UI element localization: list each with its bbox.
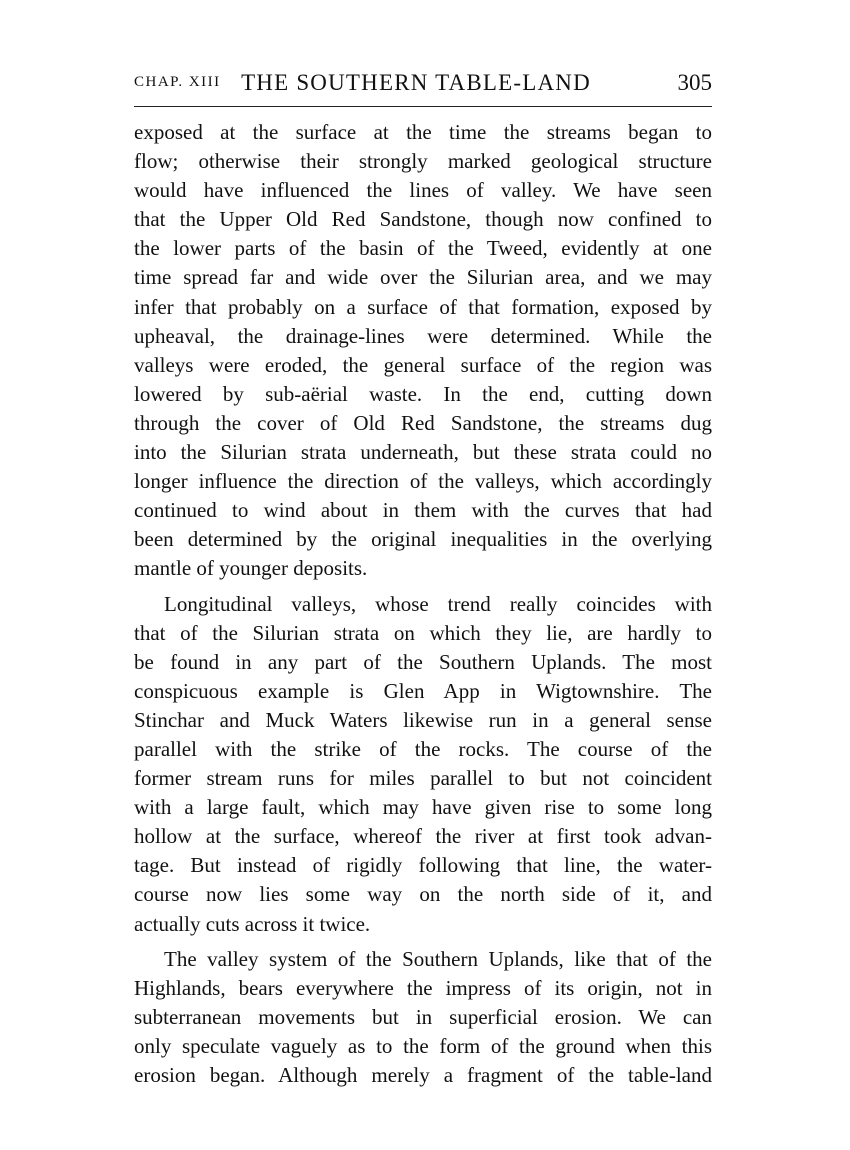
paragraph xyxy=(134,945,712,1090)
text-line: subterranean movements but in superficial erosion. We can xyxy=(134,1004,712,1029)
text-line: Stinchar and Muck Waters likewise run in a general sense xyxy=(134,707,712,732)
text-line: parallel with the strike of the rocks. The course of the xyxy=(134,736,712,761)
paragraph xyxy=(134,118,712,584)
text-line: actually cuts across it twice. xyxy=(134,911,371,936)
text-line: tage. But instead of rigidly following that line, the water- xyxy=(134,853,712,878)
text-line: would have influenced the lines of valley. We have seen xyxy=(134,178,712,203)
running-header xyxy=(120,62,712,102)
text-line: be found in any part of the Southern Uplands. The most xyxy=(134,649,712,674)
chapter-label: CHAP. XIII xyxy=(134,74,221,90)
text-line: exposed at the surface at the time the streams began to xyxy=(134,120,712,144)
text-line: Highlands, bears everywhere the impress of its origin, not in xyxy=(134,975,712,1000)
text-line: flow; otherwise their strongly marked geological structure xyxy=(134,149,712,174)
text-line: continued to wind about in them with the curves that had xyxy=(134,498,712,523)
text-line: course now lies some way on the north side of it, and xyxy=(134,882,712,907)
text-line: valleys were eroded, the general surface of the region was xyxy=(134,352,712,377)
text-line: been determined by the original inequalities in the overlying xyxy=(134,527,712,552)
text-line: mantle of younger deposits. xyxy=(134,556,368,581)
text-line: through the cover of Old Red Sandstone, the streams dug xyxy=(134,410,712,435)
text-line: The valley system of the Southern Uplands, like that of the xyxy=(164,946,712,971)
text-line: hollow at the surface, whereof the river at first took advan- xyxy=(134,824,712,849)
page-number: 305 xyxy=(677,70,712,95)
text-line: erosion began. Although merely a fragment of the table-land xyxy=(134,1063,712,1087)
text-line: infer that probably on a surface of that formation, exposed by xyxy=(134,294,712,319)
text-line: upheaval, the drainage-lines were determined. While the xyxy=(134,323,712,348)
text-line: only speculate vaguely as to the form of the ground when this xyxy=(134,1033,712,1058)
text-line: with a large fault, which may have given rise to some long xyxy=(134,795,712,820)
text-line: former stream runs for miles parallel to but not coincident xyxy=(134,766,712,791)
text-line: Longitudinal valleys, whose trend really coincides with xyxy=(164,591,712,616)
text-line: that the Upper Old Red Sandstone, though now confined to xyxy=(134,207,712,232)
paragraph xyxy=(134,590,712,939)
text-line: into the Silurian strata underneath, but these strata could no xyxy=(134,440,712,465)
text-line: time spread far and wide over the Silurian area, and we may xyxy=(134,265,712,290)
text-line: the lower parts of the basin of the Tweed, evidently at one xyxy=(134,236,712,261)
text-line: longer influence the direction of the valleys, which accordingly xyxy=(134,469,712,494)
chapter-title: THE SOUTHERN TABLE-LAND xyxy=(241,70,591,95)
text-line: conspicuous example is Glen App in Wigtownshire. The xyxy=(134,678,712,703)
text-line: lowered by sub-aërial waste. In the end, cutting down xyxy=(134,381,712,406)
text-line: that of the Silurian strata on which they lie, are hardly to xyxy=(134,620,712,645)
body-text xyxy=(134,118,712,1090)
header-rule xyxy=(134,106,712,107)
